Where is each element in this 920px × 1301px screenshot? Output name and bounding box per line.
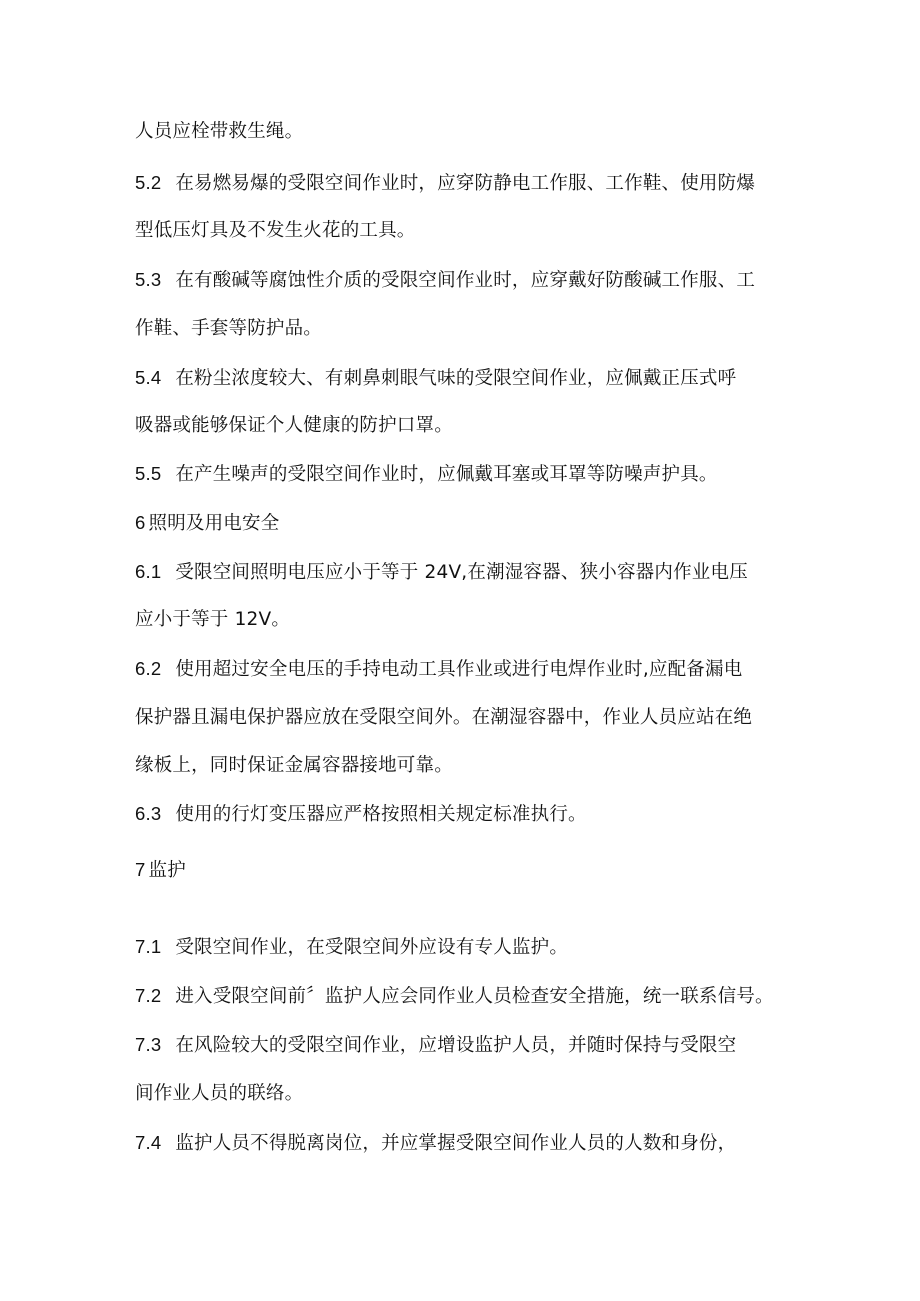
clause-number: 6.3: [135, 803, 162, 824]
clause-text: 作鞋、手套等防护品。: [135, 318, 323, 339]
clause-text: 吸器或能够保证个人健康的防护口罩。: [135, 415, 453, 436]
clause-text: 受限空间照明电压应小于等于 24V,在潮湿容器、狭小容器内作业电压: [175, 562, 748, 583]
clause-text: 在粉尘浓度较大、有刺鼻刺眼气味的受限空间作业，应佩戴正压式呼: [175, 368, 737, 389]
clause-5-3-line-1: [135, 268, 755, 293]
clause-text: 监护人员不得脱离岗位，并应掌握受限空间作业人员的人数和身份，: [175, 1133, 737, 1154]
clause-text: 在有酸碱等腐蚀性介质的受限空间作业时，应穿戴好防酸碱工作服、工: [175, 270, 756, 291]
clause-text: 受限空间作业，在受限空间外应设有专人监护。: [175, 937, 569, 958]
clause-number: 7.2: [135, 985, 162, 1006]
clause-text: 应小于等于 12V。: [135, 609, 291, 630]
clause-number: 7.1: [135, 936, 162, 957]
section-title: 监护: [148, 860, 186, 881]
clause-number: 6.2: [135, 658, 162, 679]
clause-text: 进入受限空间前〞监护人应会同作业人员检查安全措施，统一联系信号。: [175, 986, 774, 1007]
clause-5-4-line-2: [135, 414, 453, 438]
clause-5-2-line-1: [135, 171, 755, 196]
clause-text: 使用超过安全电压的手持电动工具作业或进行电焊作业时,应配备漏电: [175, 659, 743, 680]
clause-6-2-line-1: [135, 657, 742, 682]
clause-text: 在易燃易爆的受限空间作业时，应穿防静电工作服、工作鞋、使用防爆: [175, 173, 756, 194]
clause-6-2-line-2: [135, 706, 752, 730]
clause-number: 6.1: [135, 561, 162, 582]
section-number: 6: [135, 512, 146, 533]
section-6-heading: [135, 511, 279, 536]
section-title: 照明及用电安全: [148, 513, 280, 534]
clause-text: 缘板上，同时保证金属容器接地可靠。: [135, 755, 453, 776]
clause-6-1-line-2: [135, 608, 290, 632]
section-7-heading: [135, 858, 186, 883]
paragraph-text: 人员应栓带救生绳。: [135, 121, 304, 142]
clause-text: 使用的行灯变压器应严格按照相关规定标准执行。: [175, 804, 587, 825]
clause-5-4-line-1: [135, 366, 736, 391]
clause-7-3-line-2: [135, 1082, 303, 1106]
clause-number: 5.2: [135, 172, 162, 193]
clause-7-3-line-1: [135, 1033, 736, 1058]
clause-text: 在风险较大的受限空间作业，应增设监护人员，并随时保持与受限空: [175, 1035, 737, 1056]
clause-6-3-line-1: [135, 802, 587, 827]
clause-number: 5.5: [135, 463, 162, 484]
clause-7-1-line-1: [135, 935, 568, 960]
clause-text: 保护器且漏电保护器应放在受限空间外。在潮湿容器中，作业人员应站在绝: [135, 707, 753, 728]
clause-6-2-line-3: [135, 754, 453, 778]
clause-number: 5.3: [135, 269, 162, 290]
clause-5-2-line-2: [135, 219, 416, 243]
clause-text: 在产生噪声的受限空间作业时，应佩戴耳塞或耳罩等防噪声护具。: [175, 464, 718, 485]
clause-5-5-line-1: [135, 462, 718, 487]
clause-7-2-line-1: [135, 984, 774, 1009]
clause-number: 5.4: [135, 367, 162, 388]
paragraph-line: [135, 120, 303, 144]
clause-7-4-line-1: [135, 1131, 736, 1156]
clause-5-3-line-2: [135, 317, 322, 341]
clause-text: 间作业人员的联络。: [135, 1083, 304, 1104]
clause-text: 型低压灯具及不发生火花的工具。: [135, 220, 416, 241]
clause-number: 7.3: [135, 1034, 162, 1055]
section-number: 7: [135, 859, 146, 880]
clause-number: 7.4: [135, 1132, 162, 1153]
clause-6-1-line-1: [135, 560, 748, 585]
